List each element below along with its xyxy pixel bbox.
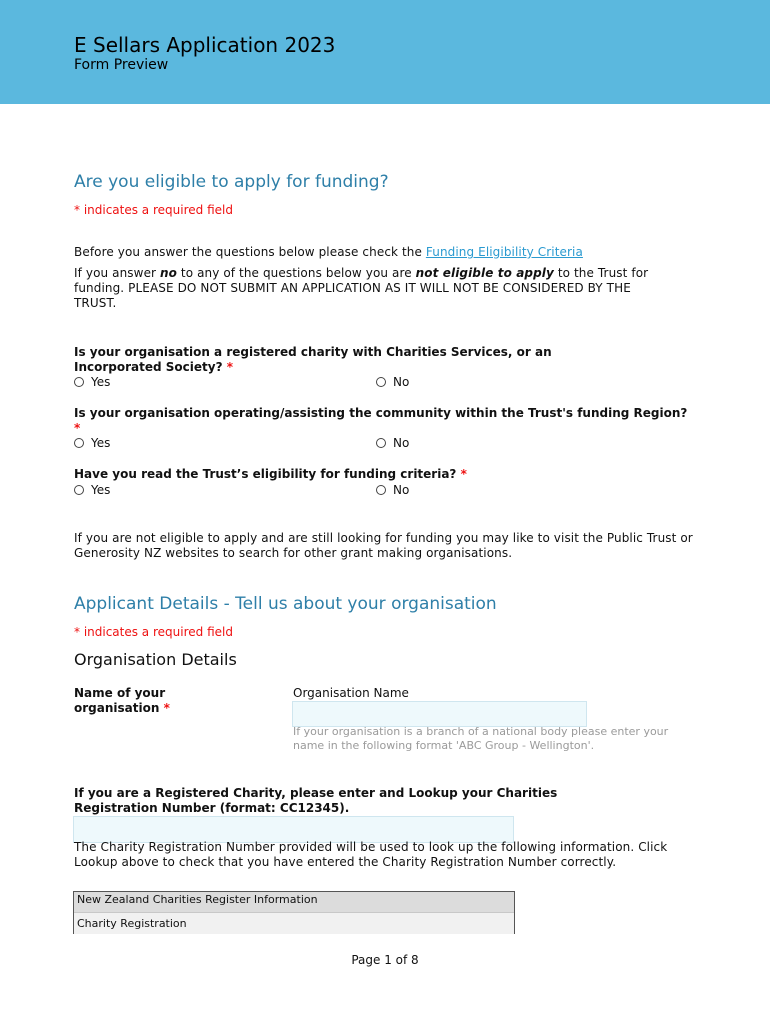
charity-number-input[interactable] (73, 816, 514, 843)
required-star: * (74, 421, 81, 435)
q2-yes-option[interactable] (74, 436, 110, 450)
option-label: Yes (91, 483, 111, 497)
organisation-details-heading: Organisation Details (74, 650, 237, 669)
organisation-name-input[interactable] (292, 701, 587, 727)
question-text: Is your organisation a registered charity with Charities Services, or an Incorporated Society? (74, 345, 552, 374)
applicant-heading: Applicant Details - Tell us about your organisation (74, 594, 497, 614)
question-text: Is your organisation operating/assisting the community within the Trust's funding Region? (74, 406, 688, 420)
warning-part1: If you answer (74, 266, 160, 280)
warning-part2: to any of the questions below you are (177, 266, 416, 280)
question-read-criteria (74, 467, 694, 482)
eligibility-heading: Are you eligible to apply for funding? (74, 172, 389, 192)
funding-criteria-link[interactable]: Funding Eligibility Criteria (425, 245, 583, 259)
option-label: No (393, 483, 410, 497)
q3-yes-option[interactable] (74, 483, 110, 497)
eligibility-required-note: * indicates a required field (74, 203, 233, 217)
option-label: No (393, 436, 410, 450)
charity-lookup-note: The Charity Registration Number provided will be used to look up the following information. Click Lookup above to check that you have entered the Charity Registration Number correctly. (74, 840, 668, 869)
organisation-name-label: Organisation Name (293, 686, 409, 700)
organisation-name-hint: If your organisation is a branch of a national body please enter your name in the following format 'ABC Group - Wellington'. (293, 725, 669, 752)
form-title: E Sellars Application 2023 (74, 33, 336, 57)
applicant-required-note: * indicates a required field (74, 625, 233, 639)
charities-register-table (73, 891, 515, 934)
q3-no-option[interactable] (376, 483, 409, 497)
q1-yes-radio[interactable] (74, 377, 84, 387)
option-label: No (393, 375, 410, 389)
required-star: * (163, 701, 170, 715)
q1-no-option[interactable] (376, 375, 409, 389)
required-star: * (460, 467, 467, 481)
table-row: Charity Registration (74, 913, 514, 934)
table-header-row: New Zealand Charities Register Information (74, 892, 514, 913)
q2-no-radio[interactable] (376, 438, 386, 448)
question-text: Have you read the Trust’s eligibility for funding criteria? (74, 467, 457, 481)
question-text: Name of your organisation (74, 686, 166, 715)
q3-yes-radio[interactable] (74, 485, 84, 495)
form-subtitle: Form Preview (74, 57, 169, 73)
option-label: Yes (91, 375, 111, 389)
page-indicator: Page 1 of 8 (351, 953, 419, 967)
q1-yes-option[interactable] (74, 375, 110, 389)
question-funding-region (74, 406, 694, 436)
warning-part3: to the Trust for funding. PLEASE DO NOT SUBMIT AN APPLICATION AS IT WILL NOT BE CONSIDERED BY THE TRUST. (74, 266, 649, 310)
q3-no-radio[interactable] (376, 485, 386, 495)
warning-not-eligible: not eligible to apply (415, 266, 554, 280)
eligibility-warning (74, 266, 674, 311)
eligibility-intro (74, 245, 694, 260)
q2-no-option[interactable] (376, 436, 409, 450)
not-eligible-note: If you are not eligible to apply and are still looking for funding you may like to visit the Public Trust or Generosity NZ websites to search for other grant making organisations. (74, 531, 693, 560)
question-registered-charity (74, 345, 634, 375)
warning-no-word: no (160, 266, 177, 280)
charity-number-question: If you are a Registered Charity, please enter and Lookup your Charities Registration Number (format: CC12345). (74, 786, 558, 815)
form-header (0, 0, 770, 104)
eligibility-intro-text: Before you answer the questions below please check the (74, 245, 426, 259)
organisation-name-question (74, 686, 214, 716)
q1-no-radio[interactable] (376, 377, 386, 387)
q2-yes-radio[interactable] (74, 438, 84, 448)
option-label: Yes (91, 436, 111, 450)
required-star: * (226, 360, 234, 374)
